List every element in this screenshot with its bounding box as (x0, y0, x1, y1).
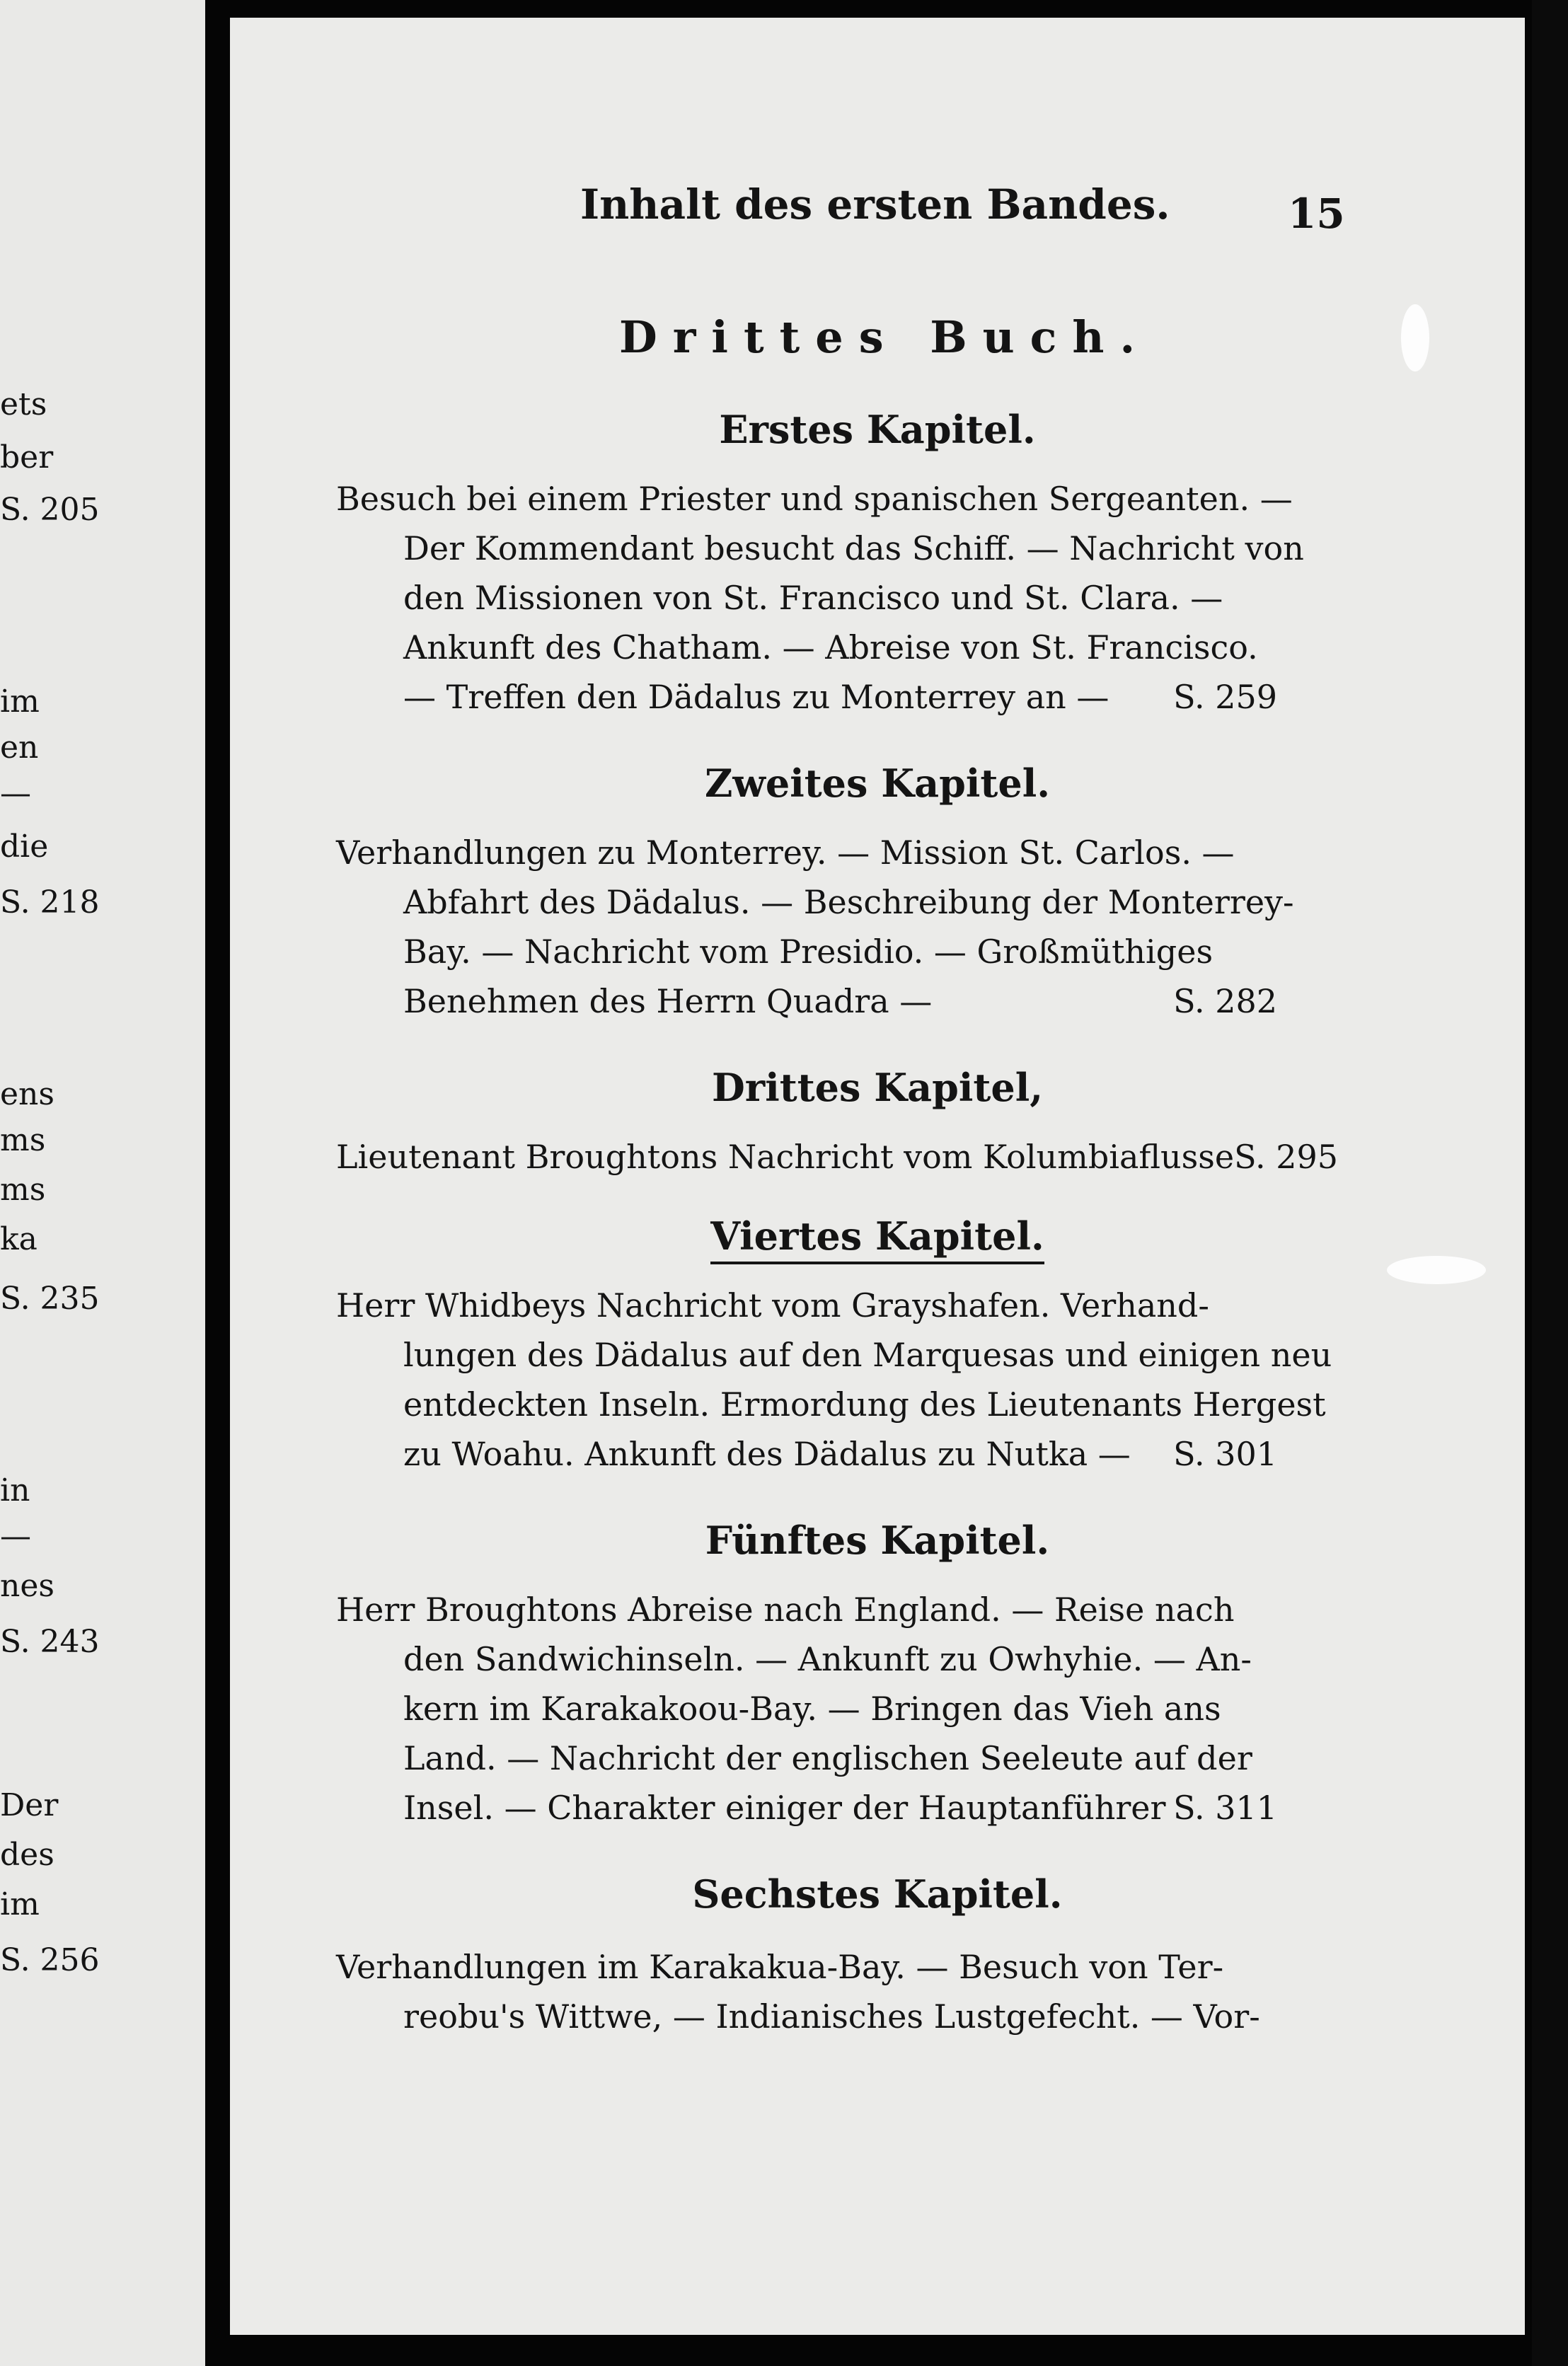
chapter-title: Drittes Kapitel, (711, 1065, 1044, 1110)
chapter-title: Zweites Kapitel. (704, 761, 1051, 806)
entry-line: Herr Whidbeys Nachricht vom Grayshafen. Verhand- (336, 1286, 1209, 1325)
page-reference: S. 301 (1173, 1435, 1277, 1473)
chapter-title: Viertes Kapitel. (230, 1213, 1525, 1259)
paper-spot (1387, 1256, 1486, 1284)
page-reference: S. 259 (1173, 678, 1277, 716)
entry-line: Insel. — Charakter einiger der Hauptanführer S. 311 (336, 1783, 1277, 1833)
left-fragment: des (0, 1837, 54, 1873)
left-fragment: die (0, 829, 49, 865)
left-fragment: — (0, 1518, 31, 1554)
page-reference: S. 282 (1173, 982, 1277, 1020)
left-fragment: in (0, 1472, 30, 1508)
entry-line: den Sandwichinseln. — Ankunft zu Owhyhie. — An- (403, 1640, 1252, 1678)
entry-line: den Missionen von St. Francisco und St. Clara. — (403, 579, 1223, 617)
left-fragment: ka (0, 1221, 38, 1257)
left-fragment: ens (0, 1076, 54, 1112)
chapter-entry (336, 1281, 1332, 1479)
chapter-title: Fünftes Kapitel. (705, 1518, 1050, 1563)
page-edge-shadow (1532, 0, 1568, 2366)
entry-line: Ankunft des Chatham. — Abreise von St. Francisco. (403, 628, 1258, 666)
entry-line: Verhandlungen zu Monterrey. — Mission St. Carlos. — (336, 833, 1235, 872)
paper-spot (1401, 304, 1429, 371)
chapter-entry (336, 828, 1294, 1026)
entry-line: reobu's Wittwe, — Indianisches Lustgefecht. — Vor- (403, 1997, 1260, 2036)
left-page-ref: S. 235 (0, 1281, 100, 1317)
left-fragment: im (0, 1886, 40, 1922)
entry-line: — Treffen den Dädalus zu Monterrey an — S. 259 (336, 672, 1277, 722)
left-fragment: ber (0, 439, 54, 475)
left-page-ref: S. 205 (0, 492, 100, 528)
entry-line: kern im Karakakoou-Bay. — Bringen das Vieh ans (403, 1690, 1221, 1728)
entry-line: Der Kommendant besucht das Schiff. — Nachricht von (403, 529, 1304, 567)
left-fragment: ets (0, 386, 47, 422)
left-fragment: im (0, 683, 40, 720)
chapter-entry (336, 1132, 1339, 1182)
left-page-ref: S. 218 (0, 884, 100, 921)
entry-line: zu Woahu. Ankunft des Dädalus zu Nutka — S. 301 (336, 1429, 1277, 1479)
left-fragment: ms (0, 1122, 46, 1158)
chapter-title: Erstes Kapitel. (719, 407, 1036, 452)
left-page-edge (0, 0, 205, 2366)
entry-line: Besuch bei einem Priester und spanischen Sergeanten. — (336, 480, 1293, 518)
chapter-entry (336, 474, 1304, 722)
left-fragment: ms (0, 1172, 46, 1208)
chapter-entry (336, 1942, 1277, 2041)
entry-line: Bay. — Nachricht vom Presidio. — Großmüthiges (403, 933, 1214, 971)
entry-line: Benehmen des Herrn Quadra — S. 282 (336, 976, 1277, 1026)
entry-line: Herr Broughtons Abreise nach England. — Reise nach (336, 1591, 1235, 1629)
page-reference: S. 295 (1234, 1138, 1339, 1176)
left-fragment: en (0, 729, 39, 766)
entry-line: Lieutenant Broughtons Nachricht vom Kolumbiaflusse S. 295 (336, 1132, 1277, 1182)
left-page-ref: S. 256 (0, 1942, 100, 1978)
left-fragment: — (0, 775, 31, 812)
left-fragment: nes (0, 1568, 54, 1604)
entry-line: Land. — Nachricht der englischen Seeleute auf der (403, 1739, 1252, 1777)
left-page-ref: S. 243 (0, 1624, 100, 1660)
left-fragment: Der (0, 1787, 59, 1823)
entry-line: Abfahrt des Dädalus. — Beschreibung der Monterrey- (403, 883, 1294, 921)
book-title: Drittes Buch. (619, 311, 1151, 363)
page-number: 15 (1288, 190, 1345, 238)
running-title: Inhalt des ersten Bandes. (580, 180, 1170, 229)
entry-line: Verhandlungen im Karakakua-Bay. — Besuch von Ter- (336, 1948, 1224, 1986)
page-reference: S. 311 (1173, 1789, 1277, 1827)
entry-line: entdeckten Inseln. Ermordung des Lieutenants Hergest (403, 1385, 1326, 1424)
entry-line: lungen des Dädalus auf den Marquesas und einigen neu (403, 1336, 1332, 1374)
chapter-title: Sechstes Kapitel. (692, 1871, 1063, 1917)
chapter-entry (336, 1585, 1277, 1833)
